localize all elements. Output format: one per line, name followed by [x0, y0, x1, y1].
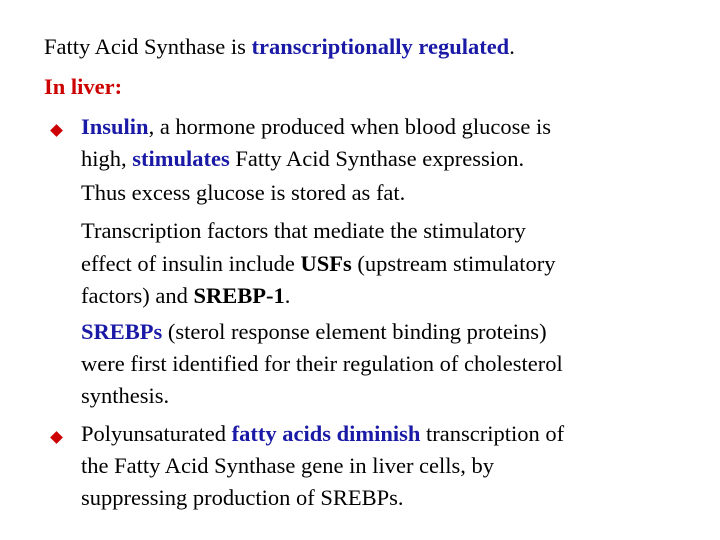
bullet1-line5 [81, 249, 556, 278]
bullet1-line4: Transcription factors that mediate the stimulatory [81, 218, 526, 243]
bullet1-text: (upstream stimulatory [351, 251, 556, 276]
stimulates-term: stimulates [132, 146, 230, 171]
bullet2-text: Polyunsaturated [81, 421, 232, 446]
bullet1-line1 [81, 112, 551, 141]
bullet1-line8: were first identified for their regulation of cholesterol [81, 351, 563, 376]
srebp1-term: SREBP-1 [193, 283, 285, 308]
diamond-bullet-icon [50, 431, 63, 444]
bullet1-line7 [81, 317, 547, 346]
bullet1-text: , a hormone produced when blood glucose is [148, 114, 551, 139]
bullet1-text: . [284, 283, 291, 308]
bullet1-line2 [81, 144, 524, 173]
bullet1-text: high, [81, 146, 133, 171]
heading-in-liver: In liver: [44, 74, 123, 99]
bullet1-text: effect of insulin include [81, 251, 301, 276]
bullet2-line2: the Fatty Acid Synthase gene in liver cells, by [81, 453, 495, 478]
bullet2-text: transcription of [420, 421, 565, 446]
intro-period: . [509, 34, 515, 59]
fatty-acids-diminish-term: fatty acids diminish [231, 421, 421, 446]
intro-text: Fatty Acid Synthase is [44, 34, 252, 59]
bullet1-text: Fatty Acid Synthase expression. [229, 146, 525, 171]
bullet1-line6 [81, 281, 290, 310]
bullet1-line9: synthesis. [81, 383, 170, 408]
intro-emphasis: transcriptionally regulated [251, 34, 510, 59]
intro-line [44, 32, 515, 61]
usfs-term: USFs [300, 251, 352, 276]
bullet1-text: factors) and [81, 283, 194, 308]
diamond-bullet-icon [50, 124, 63, 137]
bullet1-line3: Thus excess glucose is stored as fat. [81, 180, 406, 205]
insulin-term: Insulin [81, 114, 149, 139]
bullet2-line3: suppressing production of SREBPs. [81, 485, 404, 510]
bullet1-text: (sterol response element binding proteins) [162, 319, 547, 344]
bullet2-line1 [81, 419, 564, 448]
srebps-term: SREBPs [81, 319, 163, 344]
